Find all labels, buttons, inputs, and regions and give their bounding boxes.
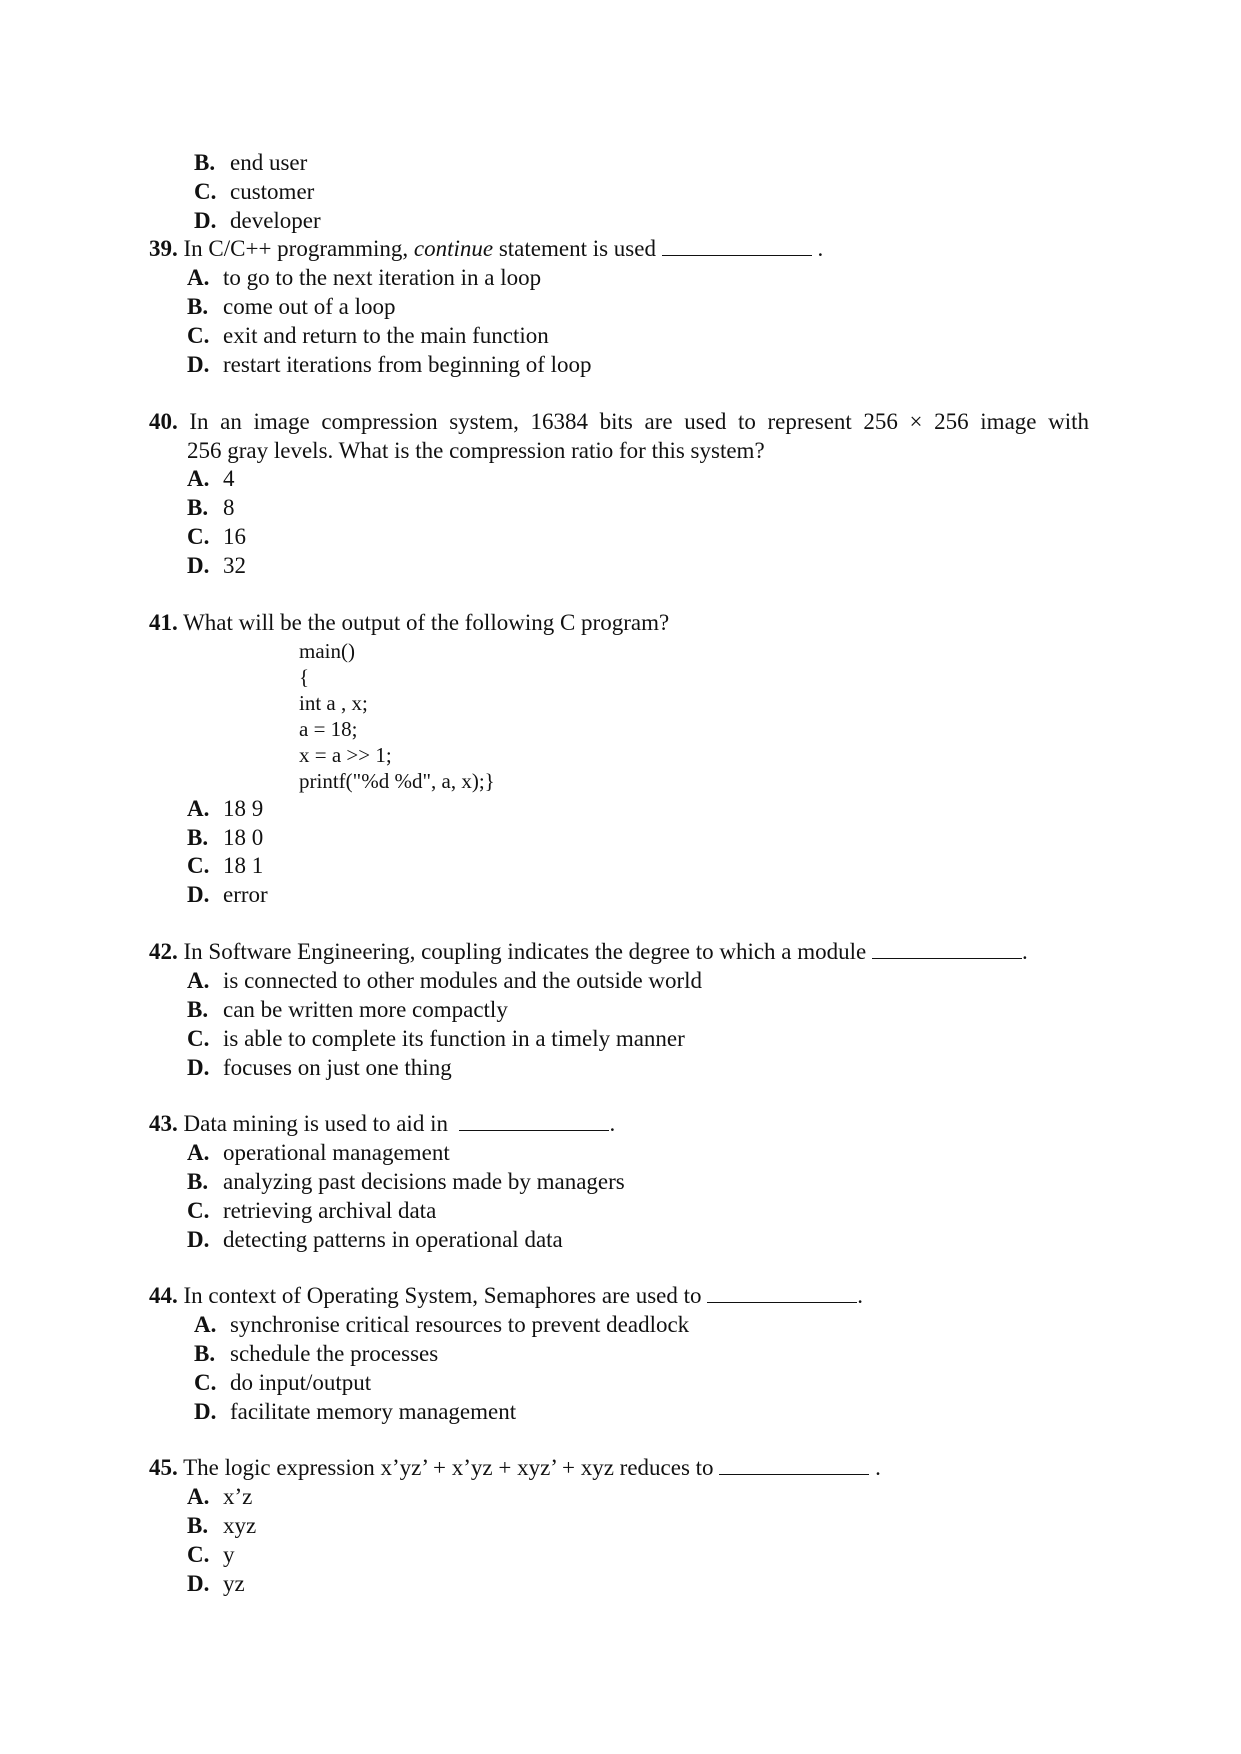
answer-blank	[459, 1110, 609, 1131]
q40-question-line1: 40. In an image compression system, 16384 bits are used to represent 256 × 256 image with	[149, 409, 1090, 434]
q41-question: 41. What will be the output of the following C program?	[149, 610, 670, 635]
q40-option-d: D. 32	[187, 553, 246, 578]
code-line: printf("%d %d", a, x);}	[299, 769, 495, 793]
q44-option-a: A. synchronise critical resources to prevent deadlock	[194, 1312, 690, 1337]
q40-option-a: A. 4	[187, 466, 235, 491]
answer-blank	[872, 938, 1022, 959]
q44-option-d: D. facilitate memory management	[194, 1399, 517, 1424]
q45-option-c: C. y	[187, 1542, 235, 1567]
q42-option-a: A. is connected to other modules and the outside world	[187, 968, 703, 993]
q40-question-line2: 256 gray levels. What is the compression ratio for this system?	[187, 438, 765, 463]
code-line: a = 18;	[299, 717, 358, 741]
q40-option-b: B. 8	[187, 495, 235, 520]
code-line: main()	[299, 639, 355, 663]
q43-question: 43. Data mining is used to aid in .	[149, 1111, 616, 1136]
code-line: {	[299, 665, 310, 689]
q43-option-a: A. operational management	[187, 1140, 450, 1165]
q38-option-c: C. customer	[194, 179, 315, 204]
q41-option-b: B. 18 0	[187, 825, 264, 850]
q44-option-c: C. do input/output	[194, 1370, 372, 1395]
q45-question: 45. The logic expression x’yz’ + x’yz + xyz’ + xyz reduces to .	[149, 1455, 881, 1480]
q44-question: 44. In context of Operating System, Semaphores are used to .	[149, 1283, 864, 1308]
q43-option-b: B. analyzing past decisions made by managers	[187, 1169, 625, 1194]
code-line: x = a >> 1;	[299, 743, 392, 767]
q45-option-a: A. x’z	[187, 1484, 253, 1509]
q41-option-c: C. 18 1	[187, 853, 264, 878]
q42-option-c: C. is able to complete its function in a timely manner	[187, 1026, 685, 1051]
q42-option-d: D. focuses on just one thing	[187, 1055, 452, 1080]
q45-option-b: B. xyz	[187, 1513, 257, 1538]
q40-option-c: C. 16	[187, 524, 246, 549]
q39-option-a: A. to go to the next iteration in a loop	[187, 265, 542, 290]
q43-option-c: C. retrieving archival data	[187, 1198, 437, 1223]
q41-option-d: D. error	[187, 882, 268, 907]
answer-blank	[707, 1282, 857, 1303]
q43-option-d: D. detecting patterns in operational data	[187, 1227, 563, 1252]
answer-blank	[719, 1454, 869, 1475]
q39-option-c: C. exit and return to the main function	[187, 323, 549, 348]
q38-option-b: B. end user	[194, 150, 308, 175]
q41-option-a: A. 18 9	[187, 796, 264, 821]
q42-question: 42. In Software Engineering, coupling indicates the degree to which a module .	[149, 939, 1028, 964]
answer-blank	[662, 235, 812, 256]
q42-option-b: B. can be written more compactly	[187, 997, 508, 1022]
q38-option-d: D. developer	[194, 208, 321, 233]
q39-option-b: B. come out of a loop	[187, 294, 396, 319]
q44-option-b: B. schedule the processes	[194, 1341, 439, 1366]
code-line: int a , x;	[299, 691, 368, 715]
q39-option-d: D. restart iterations from beginning of loop	[187, 352, 592, 377]
q39-question: 39. In C/C++ programming, continue statement is used .	[149, 236, 824, 261]
q45-option-d: D. yz	[187, 1571, 245, 1596]
